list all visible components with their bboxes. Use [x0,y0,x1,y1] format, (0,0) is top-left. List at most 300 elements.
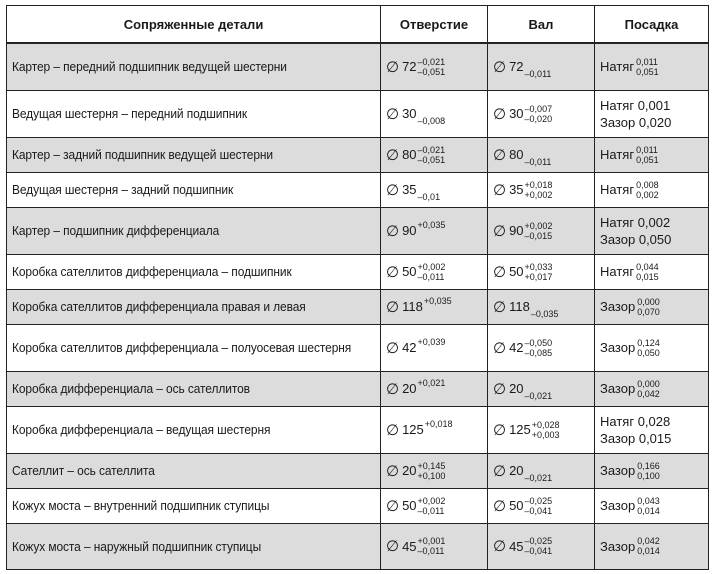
lower-deviation: +0,100 [417,470,446,481]
lower-deviation: –0,01 [417,191,441,202]
lower-deviation: –0,035 [530,308,559,319]
hole-dimension [386,181,441,202]
hole-dimension [386,57,445,77]
upper-deviation: –0,021 [417,144,446,155]
lower-deviation: 0,002 [636,189,659,200]
table-row [7,207,709,254]
cell-fit [595,324,709,371]
cell-fit [595,90,709,137]
diameter-icon: ∅ [493,263,507,281]
upper-deviation: 0,011 [636,56,658,67]
cell-hole [381,406,488,453]
lower-deviation: –0,008 [417,115,446,126]
nominal-size: 90 [509,223,524,238]
cell-shaft [488,324,595,371]
tolerance [525,536,553,556]
diameter-icon: ∅ [386,462,400,480]
cell-fit [595,406,709,453]
tolerance [425,419,453,429]
cell-hole [381,90,488,137]
tolerance [418,378,446,388]
nominal-size: 35 [402,182,417,197]
table-row [7,289,709,324]
cell-shaft [488,43,595,90]
upper-deviation: 0,008 [636,179,659,190]
upper-deviation: –0,025 [524,536,553,546]
cell-fit [595,254,709,289]
tolerance [637,297,660,317]
hole-dimension [386,105,446,126]
fit-line [600,214,703,231]
cell-shaft [488,289,595,324]
table-row [7,43,709,90]
tolerance [424,296,452,306]
nominal-size: 20 [509,381,524,396]
cell-fit [595,137,709,172]
cell-parts [7,523,381,569]
cell-fit [595,43,709,90]
table-row [7,254,709,289]
shaft-dimension [493,104,552,124]
fit-line [600,114,703,131]
fit-line [600,413,703,430]
fit [600,461,703,481]
tolerance [636,57,659,77]
lower-deviation: –0,085 [524,347,553,358]
diameter-icon: ∅ [386,339,400,357]
cell-hole [381,453,488,488]
fit [600,262,703,282]
fit [600,496,703,516]
nominal-size: 118 [509,299,530,314]
fit-label: Натяг [600,97,635,113]
fit-label: Зазор [600,340,636,355]
upper-deviation: 0,000 [637,378,660,389]
hole-dimension [386,262,445,282]
fit-label: Зазор [600,299,636,314]
tolerance [418,496,446,516]
table-header [7,6,709,44]
diameter-icon: ∅ [386,538,400,555]
diameter-icon: ∅ [386,421,400,439]
diameter-icon: ∅ [493,105,507,123]
upper-deviation: +0,002 [524,220,553,231]
diameter-icon: ∅ [386,298,400,316]
tolerance [418,461,446,481]
diameter-icon: ∅ [386,497,400,515]
fit-line [600,97,703,114]
fit-label: Зазор [600,231,636,247]
cell-shaft [488,90,595,137]
tolerance [637,536,660,556]
cell-parts [7,324,381,371]
upper-deviation: –0,021 [417,56,446,67]
diameter-icon: ∅ [386,380,400,398]
fit-line [600,536,703,556]
cell-fit [595,523,709,569]
header-shaft: Вал [488,6,595,44]
tolerance [525,221,553,241]
tolerance [637,338,660,358]
table-row [7,523,709,569]
tolerance [637,379,660,399]
nominal-size: 50 [509,498,524,513]
nominal-size: 50 [402,264,417,279]
upper-deviation: +0,018 [524,179,553,190]
fit [600,180,703,200]
hole-dimension [386,461,445,481]
tolerance [525,473,553,483]
hole-dimension [386,336,446,357]
diameter-icon: ∅ [493,380,507,398]
lower-deviation: 0,070 [637,306,660,317]
cell-parts [7,254,381,289]
cell-parts [7,137,381,172]
shaft-dimension [493,180,552,200]
upper-deviation: 0,124 [637,337,660,348]
nominal-size: 90 [402,223,417,238]
nominal-size: 50 [402,498,417,513]
fit-label: Натяг [600,182,635,197]
header-parts: Сопряженные детали [7,6,381,44]
upper-deviation: +0,033 [524,261,553,272]
lower-deviation: 0,014 [637,546,660,556]
diameter-icon: ∅ [386,263,400,281]
nominal-size: 20 [402,463,417,478]
tolerance [525,262,553,282]
upper-deviation: 0,000 [637,296,660,307]
tolerance [418,145,446,165]
upper-deviation: 0,166 [637,460,660,471]
nominal-size: 42 [509,340,524,355]
table-row [7,90,709,137]
lower-deviation: –0,041 [524,505,553,516]
fit-line [600,180,703,200]
nominal-size: 72 [402,59,417,75]
cell-hole [381,371,488,406]
lower-deviation: –0,020 [524,113,553,124]
tolerance [418,57,446,77]
cell-parts [7,207,381,254]
fit [600,379,703,399]
tolerance [525,157,552,167]
nominal-size: 42 [402,340,417,355]
lower-deviation: –0,011 [524,68,552,79]
tolerance [525,391,553,401]
fit-label: Зазор [600,498,636,513]
shaft-dimension [493,338,552,358]
fit [600,536,703,556]
diameter-icon: ∅ [493,421,507,439]
cell-shaft [488,172,595,207]
header-fit: Посадка [595,6,709,44]
cell-shaft [488,207,595,254]
upper-deviation: +0,145 [417,460,446,471]
upper-deviation: 0,011 [636,144,658,155]
lower-deviation: –0,041 [524,546,553,556]
diameter-icon: ∅ [386,181,400,199]
fit-value: 0,002 [637,214,671,230]
parts-name: Ведущая шестерня – задний подшипник [12,182,234,197]
upper-deviation: –0,007 [524,103,553,114]
shaft-dimension [493,380,553,401]
parts-name: Коробка дифференциала – ось сателлитов [12,381,250,396]
lower-deviation: –0,051 [417,66,446,77]
lower-deviation: –0,051 [417,154,446,165]
fit-line [600,297,703,317]
fit [600,97,703,131]
lower-deviation: 0,015 [636,271,659,282]
nominal-size: 80 [402,147,417,162]
parts-name: Ведущая шестерня – передний подшипник [12,106,248,121]
upper-deviation: 0,044 [636,261,659,272]
cell-parts [7,43,381,90]
cell-parts [7,371,381,406]
upper-deviation: +0,035 [423,295,452,306]
cell-hole [381,523,488,569]
cell-shaft [488,254,595,289]
fits-table [6,5,709,570]
cell-hole [381,488,488,523]
fit-line [600,338,703,358]
tolerance [637,496,660,516]
tolerance [418,192,441,202]
upper-deviation: +0,002 [417,495,446,506]
lower-deviation: 0,042 [637,388,660,399]
fit-value: 0,015 [638,430,672,446]
upper-deviation: +0,021 [417,377,446,388]
lower-deviation: –0,011 [417,546,445,556]
upper-deviation: +0,001 [417,536,446,546]
shaft-dimension [493,462,553,483]
table-row [7,172,709,207]
upper-deviation: +0,028 [531,419,560,430]
tolerance [525,496,553,516]
nominal-size: 20 [402,381,417,396]
lower-deviation: –0,011 [524,156,552,167]
cell-fit [595,453,709,488]
upper-deviation: –0,050 [524,337,553,348]
tolerance [418,220,446,230]
shaft-dimension [493,298,559,319]
upper-deviation: +0,039 [417,336,446,347]
cell-hole [381,324,488,371]
tolerance [418,116,446,126]
table-row [7,371,709,406]
tolerance [637,461,660,481]
cell-parts [7,90,381,137]
fit-value: 0,001 [637,97,671,113]
nominal-size: 45 [402,538,417,554]
fit-value: 0,050 [638,231,672,247]
fit-label: Зазор [600,538,636,554]
header-row [7,6,709,44]
fit-line [600,231,703,248]
diameter-icon: ∅ [493,222,507,240]
nominal-size: 80 [509,147,524,162]
cell-hole [381,207,488,254]
hole-dimension [386,377,446,398]
cell-hole [381,172,488,207]
lower-deviation: +0,002 [524,189,553,200]
tolerance [636,180,659,200]
lower-deviation: 0,051 [636,154,659,165]
fit-label: Натяг [600,413,635,429]
parts-name: Кожух моста – внутренний подшипник ступицы [12,498,270,513]
hole-dimension [386,145,445,165]
fit [600,57,703,77]
tolerance [636,145,659,165]
fit-line [600,57,703,77]
fit-line [600,145,703,165]
table-row [7,453,709,488]
tolerance [418,337,446,347]
tolerance [532,420,560,440]
diameter-icon: ∅ [493,497,507,515]
parts-name: Картер – подшипник дифференциала [12,223,220,238]
table-row [7,406,709,453]
cell-hole [381,254,488,289]
upper-deviation: 0,042 [637,536,660,546]
cell-shaft [488,406,595,453]
cell-parts [7,453,381,488]
lower-deviation: –0,011 [417,505,445,516]
fit-line [600,496,703,516]
nominal-size: 30 [509,106,524,121]
hole-dimension [386,295,452,316]
hole-dimension [386,418,453,439]
fit [600,413,703,447]
shaft-dimension [493,496,552,516]
nominal-size: 30 [402,106,417,121]
upper-deviation: +0,002 [417,261,446,272]
shaft-dimension [493,146,552,167]
cell-shaft [488,453,595,488]
tolerance [525,338,553,358]
diameter-icon: ∅ [386,222,400,240]
fit-label: Натяг [600,59,635,75]
upper-deviation: +0,018 [424,418,453,429]
parts-name: Картер – задний подшипник ведущей шестерни [12,147,274,162]
fit-label: Зазор [600,463,636,478]
lower-deviation: 0,051 [636,66,659,77]
hole-dimension [386,496,445,516]
fit-line [600,262,703,282]
diameter-icon: ∅ [493,462,507,480]
nominal-size: 45 [509,538,524,554]
fit [600,214,703,248]
cell-shaft [488,371,595,406]
upper-deviation: –0,025 [524,495,553,506]
fit [600,297,703,317]
tolerance [531,309,559,319]
fit [600,338,703,358]
nominal-size: 118 [402,299,423,314]
tolerance [525,69,552,79]
diameter-icon: ∅ [386,146,400,164]
fit-label: Зазор [600,381,636,396]
table-row [7,137,709,172]
lower-deviation: –0,021 [524,472,553,483]
cell-hole [381,43,488,90]
lower-deviation: 0,014 [637,505,660,516]
parts-name: Коробка дифференциала – ведущая шестерня [12,422,271,437]
lower-deviation: 0,050 [637,347,660,358]
lower-deviation: 0,100 [637,470,660,481]
cell-parts [7,406,381,453]
diameter-icon: ∅ [493,58,507,76]
diameter-icon: ∅ [493,298,507,316]
cell-fit [595,488,709,523]
diameter-icon: ∅ [493,146,507,164]
parts-name: Кожух моста – наружный подшипник ступицы [12,538,262,554]
lower-deviation: +0,017 [524,271,553,282]
fit-line [600,379,703,399]
table-body [7,43,709,569]
tolerance [525,180,553,200]
upper-deviation: 0,043 [637,495,660,506]
tolerance [418,536,446,556]
parts-name: Коробка сателлитов дифференциала – полуосевая шестерня [12,340,352,355]
table-row [7,324,709,371]
fit-line [600,430,703,447]
diameter-icon: ∅ [493,339,507,357]
diameter-icon: ∅ [386,105,400,123]
cell-shaft [488,137,595,172]
shaft-dimension [493,420,560,440]
nominal-size: 20 [509,463,524,478]
cell-parts [7,488,381,523]
nominal-size: 125 [402,422,424,437]
diameter-icon: ∅ [493,538,507,555]
diameter-icon: ∅ [493,181,507,199]
header-hole: Отверстие [381,6,488,44]
cell-fit [595,289,709,324]
hole-dimension [386,536,445,556]
table-row [7,488,709,523]
fit-value: 0,028 [637,413,671,429]
cell-fit [595,207,709,254]
cell-hole [381,289,488,324]
lower-deviation: –0,021 [524,390,553,401]
parts-name: Сателлит – ось сателлита [12,463,155,478]
fit-value: 0,020 [638,114,672,130]
tolerance [418,262,446,282]
parts-name: Коробка сателлитов дифференциала – подшипник [12,264,292,279]
nominal-size: 125 [509,422,531,437]
nominal-size: 72 [509,59,524,75]
fit-label: Зазор [600,114,636,130]
parts-name: Коробка сателлитов дифференциала правая и левая [12,299,306,314]
parts-name: Картер – передний подшипник ведущей шестерни [12,59,287,75]
nominal-size: 35 [509,182,524,197]
tolerance [636,262,659,282]
hole-dimension [386,219,446,240]
shaft-dimension [493,58,552,79]
lower-deviation: +0,003 [531,429,560,440]
fit-label: Натяг [600,147,635,162]
diameter-icon: ∅ [386,58,400,76]
cell-fit [595,371,709,406]
cell-shaft [488,523,595,569]
lower-deviation: –0,011 [417,271,445,282]
nominal-size: 50 [509,264,524,279]
shaft-dimension [493,536,552,556]
fit-label: Зазор [600,430,636,446]
fit-label: Натяг [600,214,635,230]
cell-hole [381,137,488,172]
cell-fit [595,172,709,207]
